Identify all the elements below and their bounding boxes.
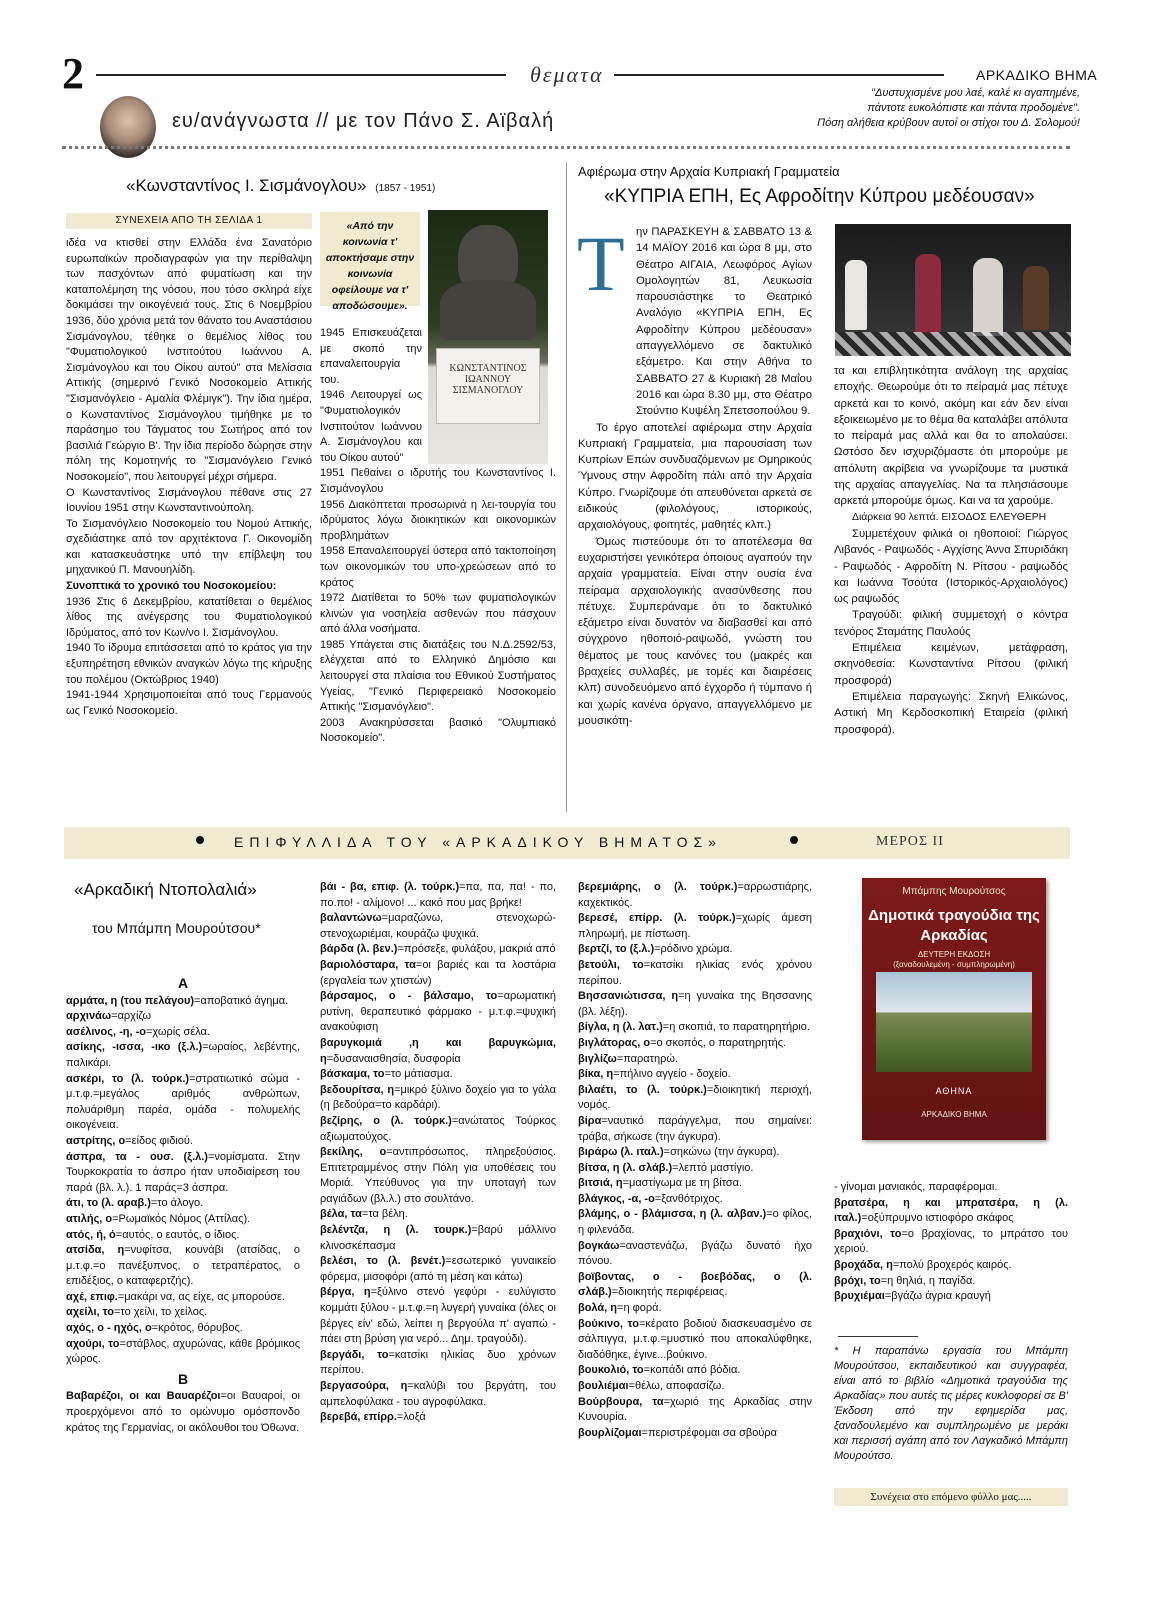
glossary-term: αχέ, επιφ. bbox=[66, 1290, 118, 1303]
glossary-term: ασίκης, -ισσα, -ικο (ξ.λ.) bbox=[66, 1041, 203, 1054]
glossary-definition: =ξανθότριχος. bbox=[654, 1192, 723, 1205]
glossary-definition: =κατσίκι ηλικίας δυο χρόνων περίπου. bbox=[320, 1348, 556, 1377]
timeline-entry: 1972 Διατίθεται το 50% των φυματιολογικών κλινών για νοσηλεία ασθενών που πάσχουν από άλλα νοσήματα. bbox=[320, 592, 556, 636]
glossary-definition: =λοξά bbox=[396, 1411, 426, 1424]
paragraph: Το έργο αποτελεί αφιέρωμα στην Αρχαία Κυπριακή Γραμματεία, μια παρουσίαση των Κυπρίων Επών συνδυαζόμενων με Ομηρικούς Ύμνους στην Αφροδίτη πάλι από την Αρχαία Κύπρο. Γνωρίζουμε ότι απευθύνεται αρκετά σε ειδικούς (φιλολόγους, ιστορικούς, αρχαιολόγους, φοιτητές, μαθητές κλπ.) bbox=[578, 421, 812, 532]
glossary-definition: =ρόδινο χρώμα. bbox=[654, 943, 733, 956]
glossary-term: βιτσιά, η bbox=[578, 1177, 623, 1190]
glossary-term: βλάγκος, -α, -ο bbox=[578, 1192, 655, 1205]
glossary-term: βρόχι, το bbox=[834, 1274, 881, 1287]
glossary-definition: =αναστενάζω, βγάζω δυνατό ήχο πόνου. bbox=[578, 1239, 812, 1268]
glossary-definition: =θέλω, αποφασίζω. bbox=[628, 1380, 725, 1392]
continued-next: Συνέχεια στο επόμενο φύλλο μας..... bbox=[834, 1488, 1068, 1506]
glossary-definition: =πήλινο αγγείο - δοχείο. bbox=[613, 1068, 731, 1081]
glossary-entry bbox=[578, 1052, 812, 1068]
glossary-definition: =μαραζώνω, στενοχωρώ-στενοχωριέμαι, κουράζω ψυχικά. bbox=[320, 912, 556, 940]
timeline-entry: 2003 Ανακηρύσσεται βασικό "Ολυμπιακό Νοσοκομείο". bbox=[320, 716, 556, 745]
glossary-term: βούκινο, το bbox=[578, 1317, 639, 1330]
glossary-term: βίτσα, η (λ. σλάβ.) bbox=[578, 1161, 673, 1174]
glossary-term: βέλα, τα bbox=[320, 1208, 362, 1221]
glossary-entry bbox=[320, 1083, 556, 1114]
glossary-definition: =νυφίτσα, κουνάβι (ατσίδας, ο μ.τ.φ.=ο πανέξυπνος, ο τετραπέρατος, ο επιδέξιος, ο καταφερτζής). bbox=[66, 1244, 300, 1288]
glossary-term: βίκα, η bbox=[578, 1068, 614, 1081]
glossary-term: βάσκαμα, το bbox=[320, 1068, 385, 1081]
glossary-definition: =πα, πα, πα! - πο, πο.πο! - αλίμονο! ... κακό που μας βρήκε! bbox=[320, 881, 557, 909]
glossary-entry bbox=[578, 1192, 812, 1208]
glossary-term: βίγλα, η (λ. λατ.) bbox=[578, 1021, 663, 1034]
glossary-term: βεργάδι, το bbox=[320, 1348, 389, 1361]
glossary-entry bbox=[320, 958, 556, 989]
glossary-term: βρυχιέμαι bbox=[834, 1290, 885, 1303]
glossary-definition: =μικρό ξύλινο δοχείο για το γάλα (η βεδούρα=το καρδάρι). bbox=[320, 1083, 556, 1112]
glossary-definition: =μακάρι να, ας είχε, ας μπορούσε. bbox=[117, 1290, 285, 1303]
timeline-entry: 1951 Πεθαίνει ο ιδρυτής του Κωνσταντίνος Ι. Σισμάνογλου bbox=[320, 467, 556, 495]
glossary-definition: =είδος φιδιού. bbox=[125, 1134, 193, 1147]
book-subtitle: (ξαναδουλεμένη - συμπληρωμένη) bbox=[893, 960, 1015, 969]
glossary-entry bbox=[66, 1072, 300, 1134]
glossary-term: αχός, ο - ηχός, ο bbox=[66, 1322, 152, 1335]
glossary-definition: =διοικητής περιφέρειας. bbox=[611, 1286, 728, 1299]
glossary-term: βίρα bbox=[578, 1114, 602, 1127]
glossary-term: βάι - βα, επιφ. (λ. τούρκ.) bbox=[320, 881, 460, 893]
glossary-column-4 bbox=[834, 1180, 1068, 1305]
glossary-entry bbox=[578, 1067, 812, 1083]
article1-title-block bbox=[126, 176, 435, 196]
glossary-entry bbox=[66, 1305, 300, 1321]
glossary-definition: =πρόσεξε, φυλάξου, μακριά από bbox=[397, 943, 556, 956]
glossary-definition: =αρρωστιάρης, καχεκτικός. bbox=[578, 881, 812, 909]
glossary-term: βεκίλης, ο bbox=[320, 1146, 387, 1159]
glossary-term: βολά, η bbox=[578, 1302, 618, 1315]
glossary-definition: =το άλογο. bbox=[150, 1197, 204, 1210]
glossary-entry bbox=[320, 1285, 556, 1347]
glossary-definition: =τα βέλη. bbox=[361, 1208, 408, 1221]
glossary-term: βεζίρης, ο (λ. τούρκ.) bbox=[320, 1114, 452, 1127]
glossary-entry bbox=[578, 1363, 812, 1379]
glossary-definition: =η γυναίκα της Βησσανης (βλ. λέξη). bbox=[578, 990, 812, 1018]
glossary-entry bbox=[578, 1114, 812, 1145]
glossary-definition: =νομίσματα. Στην Τουρκοκρατία το άσπρο ήταν υποδιαίρεση του παρά (βλ. λ.). 1 παράς=3 άσπρα. bbox=[66, 1150, 300, 1194]
glossary-term: άσπρα, τα - ουσ. (ξ.λ.) bbox=[66, 1150, 208, 1163]
glossary-entry bbox=[578, 1207, 812, 1238]
band-bullet bbox=[196, 836, 204, 844]
paragraph: Όμως πιστεύουμε ότι το αποτέλεσμα θα ευχαριστήσει γενικότερα όποιους αγαπούν την αρχαία γραμματεία. Είναι στην ουσία ένα πείραμα αρχαιολογικής ανασύνθεσης που πέτυχε. Συμπεράναμε ότι το δακτυλικό εξάμετρο είναι δυνατόν να διαβασθεί και από σύγχρονο ηθοποιό-ραψωδό, γνώστη του θέματος με τους κανόνες του (μακρές και βραχείες συλλαβές, με τομές και διαιρέσεις κλπ) συνοδευόμενο από έγχορδο ή τύμπανο ή και χωρίς κανένα όργανο, απαγγελλόμενο με μουσικότη- bbox=[578, 535, 812, 727]
glossary-term: αρμάτα, η (του πελάγου) bbox=[66, 994, 195, 1007]
glossary-term: βραχιόνι, το bbox=[834, 1227, 902, 1240]
glossary-term: αχείλι, το bbox=[66, 1306, 114, 1319]
glossary-entry bbox=[66, 1040, 300, 1071]
glossary-definition: =ο βραχίονας, το μπράτσο του χεριού. bbox=[834, 1227, 1068, 1256]
glossary-entry bbox=[578, 1317, 812, 1364]
header-rule-left bbox=[96, 74, 506, 76]
glossary-term: βερτζί, το (ξ.λ.) bbox=[578, 943, 655, 956]
glossary-entry bbox=[578, 1176, 812, 1192]
glossary-entry bbox=[834, 1180, 1068, 1196]
footnote: * Η παραπάνω εργασία του Μπάμπη Μουρούτσου, εκπαιδευτικού και συγγραφέα, είναι από το βιβλίο «Δημοτικά τραγούδια της Αρκαδίας» που αυτές τις μέρες κυκλοφορεί σε Β' Έκδοση από την εφημερίδα μας, ξαναδουλεμένο και συμπληρωμένο με μεράκι και περισσή αγάπη από τον Λαγκαδικό Μπάμπη Μουρούτσο. bbox=[834, 1345, 1068, 1462]
timeline-entry: 1940 Το ίδρυμα επιτάσσεται από το κράτος για την εξυπηρέτηση εθνικών αναγκών λόγω της κήρυξης του πολέμου (Οκτώβριος 1940) bbox=[66, 642, 312, 686]
glossary-definition: =λεπτό μαστίγιο. bbox=[672, 1161, 754, 1174]
glossary-entry bbox=[66, 1228, 300, 1244]
glossary-entry bbox=[578, 1083, 812, 1114]
supplement-band-text: ΕΠΙΦΥΛΛΙΔΑ ΤΟΥ «ΑΡΚΑΔΙΚΟΥ ΒΗΜΑΤΟΣ» bbox=[234, 834, 722, 850]
glossary-entry bbox=[66, 1389, 300, 1436]
column-title: ευ/ανάγνωστα // με τον Πάνο Σ. Αϊβαλή bbox=[172, 110, 555, 132]
glossary-term: βουλιέμαι bbox=[578, 1380, 629, 1392]
glossary-term: βάρδα (λ. βεν.) bbox=[320, 943, 398, 956]
glossary-definition: =κρότος, θόρυβος. bbox=[151, 1322, 243, 1335]
glossary-definition: =το μάτιασμα. bbox=[384, 1068, 453, 1081]
dropcap: Τ bbox=[577, 220, 625, 307]
glossary-entry bbox=[66, 1150, 300, 1197]
glossary-term: ασέλινος, -η, -ο bbox=[66, 1025, 146, 1038]
header-rule-right bbox=[614, 74, 944, 76]
glossary-entry bbox=[578, 1395, 812, 1426]
glossary-definition: =ξύλινο στενό γεφύρι - ευλύγιστο κομμάτι ξύλου - μ.τ.φ.=η λυγερή γυναίκα (όλες οι βέργες είν' εδώ, λείπει η βεργούλα π' αγαπώ - πάει στη βρύση για νερό... Δημ. τραγούδι). bbox=[320, 1286, 557, 1346]
glossary-term: βερεβά, επίρρ. bbox=[320, 1411, 397, 1424]
glossary-entry bbox=[66, 1134, 300, 1150]
paragraph: τα και επιβλητικότητα ανάλογη της αρχαίας εποχής. Θεωρούμε ότι το πείραμά μας πέτυχε αρκετά και το κοινό, ακόμη και εάν δεν είναι εξοικειωμένο με το θέμα θα καταλάβει απόλυτα το πείραμά μας αλλά και θα το απολαύσει. Ωστόσο δεν ισχυριζόμαστε ότι μπορούμε με απόλυτη ακρίβεια να γνωρίζουμε τα μυστικά της αρχαίας απαγγελίας. Να τα πλησιάσουμε αρκετά μπορούμε όμως. Και να τα χαρούμε. bbox=[834, 365, 1068, 508]
paragraph: ην ΠΑΡΑΣΚΕΥΗ & ΣΑΒΒΑΤΟ 13 & 14 ΜΑΪΟΥ 2016 και ώρα 8 μμ, στο Θέατρο ΑΙΓΑΙΑ, Λεωφόρος Αγίων Ομολογητών 81, Λευκωσία παρουσιάστηκε το Θεατρικό Αναλόγιο «ΚΥΠΡΙΑ ΕΠΗ, Ες Αφροδίτην Κύπρου μεδέουσαν» απαγγελλόμενο σε δακτυλικό εξάμετρο. Και στην Αθήνα το ΣΑΒΒΑΤΟ 27 & Κυριακή 28 Μαΐου 2016 και ώρα 8.30 μμ, στο Θέατρο Στούντιο Κυψέλη Σπετσοπούλου 9. bbox=[636, 226, 812, 418]
glossary-term: βεργασούρα, η bbox=[320, 1380, 408, 1392]
glossary-term: βρατσέρα, η και μπρατσέρα, η (λ. ιταλ.) bbox=[834, 1196, 1068, 1225]
glossary-definition: =ο σκοπός, ο παρατηρητής. bbox=[650, 1036, 787, 1049]
glossary-term: Βαβαρέζοι, οι και Βαυαρέζοι bbox=[66, 1390, 221, 1403]
article1-column-2 bbox=[320, 326, 556, 747]
glossary-entry bbox=[578, 989, 812, 1020]
paragraph: Τραγούδι: φιλική συμμετοχή ο κόντρα τενόρος Σταμάτης Παυλούς bbox=[834, 609, 1068, 638]
book-cover-image bbox=[876, 972, 1032, 1072]
continued-from-label: ΣΥΝΕΧΕΙΑ ΑΠΟ ΤΗ ΣΕΛΙΔΑ 1 bbox=[66, 213, 312, 229]
glossary-entry bbox=[66, 1025, 300, 1041]
glossary-definition: =ο φίλος, η φιλενάδα. bbox=[578, 1208, 812, 1237]
glossary-definition: =οι βαριές και τα λοστάρια (εργαλεία των χτιστών) bbox=[320, 958, 556, 987]
glossary-term: βελέσι, το (λ. βενέτ.) bbox=[320, 1255, 446, 1268]
glossary-entry bbox=[66, 1212, 300, 1228]
article1-title: «Κωνσταντίνος Ι. Σισμάνογλου» bbox=[126, 176, 367, 195]
glossary-entry bbox=[834, 1274, 1068, 1290]
glossary-definition: - γίνομαι μανιακός, παραφέρομαι. bbox=[834, 1181, 998, 1193]
article2-title: «ΚΥΠΡΙΑ ΕΠΗ, Ες Αφροδίτην Κύπρου μεδέουσαν» bbox=[604, 186, 1035, 207]
article2-column-2 bbox=[834, 363, 1068, 738]
glossary-definition: =πολύ βροχερός καιρός. bbox=[892, 1258, 1012, 1271]
timeline-entry: 1956 Διακόπτεται προσωρινά η λει-τουργία του ιδρύματος λόγω διοικητικών και οικονομικών προβλημάτων bbox=[320, 498, 556, 542]
quote-line: "Δυστυχισμένε μου λαέ, καλέ κι αγαπημένε, bbox=[871, 87, 1080, 99]
glossary-column-1 bbox=[66, 972, 300, 1436]
glossary-entry bbox=[578, 1145, 812, 1161]
glossary-entry bbox=[578, 1270, 812, 1301]
glossary-entry bbox=[578, 1379, 812, 1395]
glossary-term: ατός, ή, ό bbox=[66, 1228, 116, 1241]
glossary-definition: =χωρίς σέλα. bbox=[145, 1025, 210, 1038]
timeline-entry: 1945 Επισκευάζεται με σκοπό την επαναλειτουργία του. bbox=[320, 327, 422, 386]
footnote-rule bbox=[838, 1336, 918, 1337]
glossary-entry bbox=[66, 1243, 300, 1290]
glossary-definition: =αντιπρόσωπος, πληρεξούσιος. Επιτετραμμένος στην Πόλη για υποθέσεις του Μοριά. Υπεύθυνος για την υποταγή των ραγιάδων (βλ.λ.) στο σουλτάνο. bbox=[320, 1146, 557, 1205]
glossary-column-2 bbox=[320, 880, 556, 1426]
timeline-entry: 1941-1944 Χρησιμοποιείται από τους Γερμανούς ως Γενικό Νοσοκομείο. bbox=[66, 689, 312, 717]
glossary-entry bbox=[578, 1426, 812, 1442]
glossary-entry bbox=[834, 1196, 1068, 1227]
glossary-entries bbox=[66, 1389, 300, 1436]
glossary-entry bbox=[320, 1254, 556, 1285]
book-publisher: ΑΡΚΑΔΙΚΟ ΒΗΜΑ bbox=[921, 1110, 987, 1119]
glossary-entry bbox=[66, 994, 300, 1010]
glossary-entry bbox=[578, 958, 812, 989]
bust-plaque: ΚΩΝΣΤΑΝΤΙΝΟΣ ΙΩΑΝΝΟΥ ΣΙΣΜΑΝΟΓΛΟΥ bbox=[436, 348, 540, 424]
glossary-definition: =στρατιωτικό σώμα - μ.τ.φ.=μεγάλος αριθμός ανθρώπων, πολυάριθμη παρέα, ομάδα - πολυμελής οικογένεια. bbox=[66, 1072, 300, 1132]
glossary-definition: =κέρατο βοδιού διασκευασμένο σε σάλπιγγα, μ.τ.φ.=μυστικό που αποκαλύφθηκε, διαδόθηκε, έγινε...βούκινο. bbox=[578, 1317, 812, 1361]
glossary-definition: =η φορά. bbox=[617, 1302, 662, 1315]
glossary-definition: =η σκοπιά, το παρατηρητήριο. bbox=[662, 1021, 810, 1034]
glossary-entry bbox=[320, 1410, 556, 1426]
glossary-definition: =χωριό της Αρκαδίας στην Κυνουρία. bbox=[578, 1395, 812, 1424]
book-city: ΑΘΗΝΑ bbox=[935, 1086, 973, 1096]
glossary-definition: =αποβατικό άγημα. bbox=[194, 994, 289, 1007]
glossary-entry bbox=[320, 1036, 556, 1067]
glossary-entry bbox=[320, 1145, 556, 1207]
glossary-term: βουρλίζομαι bbox=[578, 1426, 642, 1439]
glossary-term: αρχινάω bbox=[66, 1010, 112, 1023]
glossary-author: του Μπάμπη Μουρούτσου* bbox=[92, 920, 261, 936]
letter-heading: Β bbox=[177, 1370, 189, 1387]
glossary-definition: =σηκώνω (την άγκυρα). bbox=[663, 1146, 780, 1159]
glossary-definition: =οξύπρυμνο ιστιοφόρο σκάφος bbox=[861, 1212, 1014, 1225]
glossary-definition: =δυσαναισθησία, δυσφορία bbox=[326, 1052, 461, 1065]
glossary-entry bbox=[320, 1114, 556, 1145]
glossary-term: βιγλάτορας, ο bbox=[578, 1036, 651, 1049]
timeline-heading: Συνοπτικά το χρονικό του Νοσοκομείου: bbox=[66, 580, 277, 593]
pull-quote: «Από την κοινωνία τ' αποκτήσαμε στην κοινωνία οφείλουμε να τ' αποδώσουμε». bbox=[320, 212, 420, 306]
quote-line: Πόση αλήθεια κρύβουν αυτοί οι στίχοι του Δ. Σολομού! bbox=[817, 117, 1080, 129]
glossary-term: βερεσέ, επίρρ. (λ. τούρκ.) bbox=[578, 912, 736, 925]
glossary-term: βερεμιάρης, ο (λ. τούρκ.) bbox=[578, 881, 738, 893]
glossary-term: βιλαέτι, το (λ. τούρκ.) bbox=[578, 1083, 707, 1096]
glossary-definition: =ναυτικό παράγγελμα, που σημαίνει: τράβα, σήκωσε (την άγκυρα). bbox=[578, 1114, 812, 1143]
glossary-term: βοϊβοντας, ο - βοεβόδας, ο (λ. σλάβ.) bbox=[578, 1270, 812, 1299]
glossary-term: άτι, το (λ. αραβ.) bbox=[66, 1197, 151, 1210]
glossary-definition: =βαρύ μάλλινο κλινοσκέπασμα bbox=[320, 1224, 556, 1252]
section-name: θεματα bbox=[530, 62, 604, 87]
glossary-definition: =οι Βαυαροί, οι προερχόμενοι από το ομώνυμο ομόσπονδο κράτος της Γερμανίας, οι ακόλουθοι του Όθωνα. bbox=[66, 1390, 300, 1434]
glossary-term: βετούλι, το bbox=[578, 958, 644, 971]
glossary-entry bbox=[66, 1009, 300, 1025]
header-divider bbox=[62, 146, 1070, 149]
glossary-entry bbox=[578, 942, 812, 958]
glossary-definition: =εσωτερικό γυναικείο φόρεμα, μισοφόρι (από τη μέση και κάτω) bbox=[320, 1255, 557, 1283]
article1-column-1 bbox=[66, 236, 312, 719]
page-number: 2 bbox=[62, 49, 84, 98]
glossary-definition: =χωρίς άμεση πληρωμή, με πίστωση. bbox=[578, 912, 812, 940]
glossary-definition: =κοπάδι από βόδια. bbox=[643, 1364, 741, 1377]
glossary-entries bbox=[66, 994, 300, 1368]
letter-heading: Α bbox=[177, 975, 189, 991]
paragraph: Το Σισμανόγλειο Νοσοκομείο του Νομού Αττικής, σχεδιάστηκε από τον αρχιτέκτονα Γ. Οικονομίδη και κατασκευάστηκε υπό την επίβλεψη του μηχανικού Π. Μανουηλίδη. bbox=[66, 517, 312, 577]
glossary-entry bbox=[834, 1258, 1068, 1274]
book-edition: ΔΕΥΤΕΡΗ ΕΚΔΟΣΗ bbox=[917, 950, 991, 959]
glossary-term: βαριολόσταρα, τα bbox=[320, 958, 416, 971]
glossary-definition: =παρατηρώ. bbox=[616, 1052, 679, 1065]
glossary-entry bbox=[66, 1196, 300, 1212]
glossary-entry bbox=[320, 989, 556, 1036]
glossary-definition: =καλύβι του βεργάτη, του αμπελοφύλακα - του αγροφύλακα. bbox=[320, 1380, 557, 1408]
glossary-term: βιγλίζω bbox=[578, 1052, 617, 1065]
glossary-term: βογκάω bbox=[578, 1239, 620, 1252]
glossary-entry bbox=[578, 1239, 812, 1270]
timeline-entry: 1958 Επαναλειτουργεί ύστερα από τακτοποίηση των οικονομικών του υπο-χρεώσεων από το κράτος bbox=[320, 545, 556, 589]
glossary-definition: =μαστίγωμα με τη βίτσα. bbox=[622, 1177, 743, 1190]
glossary-term: βέργα, η bbox=[320, 1286, 371, 1299]
glossary-term: βεδουρίτσα, η bbox=[320, 1083, 395, 1096]
glossary-term: αστρίτης, ο bbox=[66, 1134, 126, 1147]
glossary-term: βελέντζα, η (λ. τουρκ.) bbox=[320, 1224, 472, 1237]
paragraph: Διάρκεια 90 λεπτά. ΕΙΣΟΔΟΣ ΕΛΕΥΘΕΡΗ bbox=[852, 511, 1047, 523]
glossary-term: βαλαντώνω bbox=[320, 912, 382, 925]
column-divider bbox=[566, 162, 567, 812]
quote-line: πάντοτε ευκολόπιστε και πάντα προδομένε". bbox=[867, 102, 1080, 114]
glossary-definition: =αρχίζω bbox=[111, 1010, 152, 1023]
glossary-definition: =ωραίος, λεβέντης, παλικάρι. bbox=[66, 1041, 301, 1069]
glossary-entry bbox=[66, 1321, 300, 1337]
glossary-term: βάρσαμος, ο - βάλσαμο, το bbox=[320, 990, 498, 1003]
book-title: Δημοτικά τραγούδια της Αρκαδίας bbox=[868, 907, 1040, 944]
glossary-definition: =ανώτατος Τούρκος αξιωματούχος. bbox=[320, 1114, 556, 1143]
glossary-definition: =η θηλιά, η παγίδα. bbox=[880, 1274, 976, 1287]
glossary-term: βλάμης, ο - βλάμισσα, η (λ. αλβαν.) bbox=[578, 1208, 767, 1221]
glossary-entry bbox=[578, 1020, 812, 1036]
timeline-entry: 1946 Λειτουργεί ως "Φυματιολογικόν Ινστιτούτον Ιωάννου Α. Σισμάνογλου και του Οίκου αυτού" bbox=[320, 389, 422, 464]
paper-name: ΑΡΚΑΔΙΚΟ ΒΗΜΑ bbox=[976, 67, 1098, 83]
glossary-entry bbox=[320, 911, 556, 942]
article2-kicker: Αφιέρωμα στην Αρχαία Κυπριακή Γραμματεία bbox=[578, 164, 840, 179]
glossary-entry bbox=[320, 1207, 556, 1223]
glossary-definition: =το χείλι, το χείλος. bbox=[113, 1306, 208, 1319]
glossary-entry bbox=[834, 1289, 1068, 1305]
article2-column-1 bbox=[577, 220, 812, 729]
article1-years: (1857 - 1951) bbox=[375, 183, 436, 194]
glossary-title: «Αρκαδική Ντοπολαλιά» bbox=[74, 880, 257, 899]
glossary-definition: =κατσίκι ηλικίας ενός χρόνου περίπου. bbox=[578, 958, 812, 987]
glossary-term: βουκολιό, το bbox=[578, 1364, 644, 1377]
glossary-entry bbox=[320, 1379, 556, 1410]
header-quote bbox=[680, 86, 1080, 131]
timeline-entry: 1985 Υπάγεται στις διατάξεις του Ν.Δ.2592/53, ελέγχεται από το Ελληνικό Δημόσιο και λειτουργεί στα πλαίσια του Εθνικού Συστήματος Υγείας, "Γενικό Περιφερειακό Νοσοκομείο Αττικής "Σισμανόγλειο". bbox=[320, 638, 556, 714]
glossary-term: ατιλής, ο bbox=[66, 1212, 113, 1225]
glossary-definition: =στάβλος, αχυρώνας, κάθε βρόμικος χώρος. bbox=[66, 1337, 300, 1366]
glossary-entry bbox=[578, 1161, 812, 1177]
band-bullet bbox=[790, 836, 798, 844]
glossary-term: βαρυγκομιά ,η και βαρυγκώμια, η bbox=[320, 1036, 556, 1065]
glossary-term: ατσίδα, η bbox=[66, 1244, 125, 1257]
glossary-term: ασκέρι, το (λ. τούρκ.) bbox=[66, 1072, 190, 1085]
paragraph: Συμμετέχουν φιλικά οι ηθοποιοί: Γιώργος Λιβανός - Ραψωδός - Αγχίσης Άννα Σπυριδάκη - Ραψωδός - Αφροδίτη Ν. Ρίτσου - ραψωδός και Ιωάννα Τσούτα (Ιστορικός-Αρχαιολόγος) ως ραψωδός bbox=[834, 527, 1068, 606]
glossary-entry bbox=[320, 942, 556, 958]
glossary-term: βιράρω (λ. ιταλ.) bbox=[578, 1146, 664, 1159]
glossary-definition: =αρωματική ρυτίνη, θεραπευτικό φάρμακο - μ.τ.φ.=ψυχική ανακούφιση bbox=[320, 990, 556, 1034]
glossary-definition: =διοικητική περιοχή, νομός. bbox=[578, 1083, 812, 1112]
book-author: Μπάμπης Μουρούτσος bbox=[902, 886, 1006, 897]
supplement-part: ΜΕΡΟΣ ΙΙ bbox=[876, 834, 944, 849]
glossary-entry bbox=[320, 1223, 556, 1254]
glossary-entry bbox=[578, 880, 812, 911]
paragraph: Ο Κωνσταντίνος Σισμάνογλου πέθανε στις 27 Ιουνίου 1951 στην Κωνσταντινούπολη. bbox=[66, 486, 312, 515]
glossary-entry bbox=[578, 1036, 812, 1052]
glossary-entry bbox=[834, 1227, 1068, 1258]
glossary-definition: =περιστρέφομαι σα σβούρα bbox=[641, 1426, 777, 1439]
stage-photo bbox=[835, 224, 1071, 356]
glossary-entry bbox=[578, 911, 812, 942]
glossary-definition: =βγάζω άγρια κραυγή bbox=[884, 1290, 991, 1303]
glossary-definition: =Ρωμαϊκός Νόμος (Αττίλας). bbox=[112, 1212, 251, 1225]
glossary-term: αχούρι, το bbox=[66, 1337, 120, 1350]
glossary-entry bbox=[320, 1067, 556, 1083]
glossary-entry bbox=[66, 1337, 300, 1368]
paragraph: Επιμέλεια παραγωγής: Σκηνή Ελικώνος, Αστική Μη Κερδοσκοπική Εταιρεία (φιλική προσφορά). bbox=[834, 690, 1068, 736]
glossary-entry bbox=[320, 1348, 556, 1379]
glossary-term: βροχάδα, η bbox=[834, 1258, 893, 1271]
glossary-entry bbox=[578, 1301, 812, 1317]
timeline-entry: 1936 Στις 6 Δεκεμβρίου, κατατίθεται ο θεμέλιος λίθος της ανέγερσης του Φυματιολογικού Ιδρύματος, από τον Κων/νο Ι. Σισμάνογλου. bbox=[66, 595, 312, 639]
glossary-entry bbox=[66, 1290, 300, 1306]
glossary-term: Βούρβουρα, τα bbox=[578, 1395, 664, 1408]
glossary-term: Βησσανιώτισσα, η bbox=[578, 990, 679, 1003]
glossary-entry bbox=[320, 880, 556, 911]
paragraph: Επιμέλεια κειμένων, μετάφραση, σκηνοθεσία: Κωνσταντίνα Ρίτσου (φιλική προσφορά) bbox=[834, 642, 1068, 687]
glossary-column-3 bbox=[578, 880, 812, 1441]
glossary-definition: =αυτός, ο εαυτός, ο ίδιος. bbox=[115, 1228, 240, 1241]
paragraph: ιδέα να κτισθεί στην Ελλάδα ένα Σανατόριο ευρωπαϊκών προδιαγραφών για την περίθαλψη των πασχόντων από φυματίωση και την καταπολέμηση της νόσου, που τόσο σκληρά είχε δοκιμάσει την οικογένειά τους. Στις 6 Νοεμβρίου 1936, δύο χρόνια μετά τον θάνατο του Αναστάσιου Σισμάνογλου, τέθηκε ο θεμέλιος λίθος του "Φυματιολογικού Ινστιτούτου Ιωάννου Α. Σισμάνογλου και του Οίκου αυτού" στα Μελίσσια Αττικής (σημερινό Γενικό Νοσοκομείο Αττικής "Σισμανόγλειο - Αμαλία Φλέμιγκ"). Την ίδια ημέρα, ο Κωνσταντίνος Σισμάνογλου τιμήθηκε με το παράσημο του Τάγματος του Σωτήρος από τον βασιλιά Γεώργιο Β'. Την ίδια περίοδο δώρησε στην πόλη της Κομοτηνής το "Σισμανόγλειο Γενικό Νοσοκομείο", που λειτουργεί μέχρι σήμερα. bbox=[66, 237, 312, 483]
